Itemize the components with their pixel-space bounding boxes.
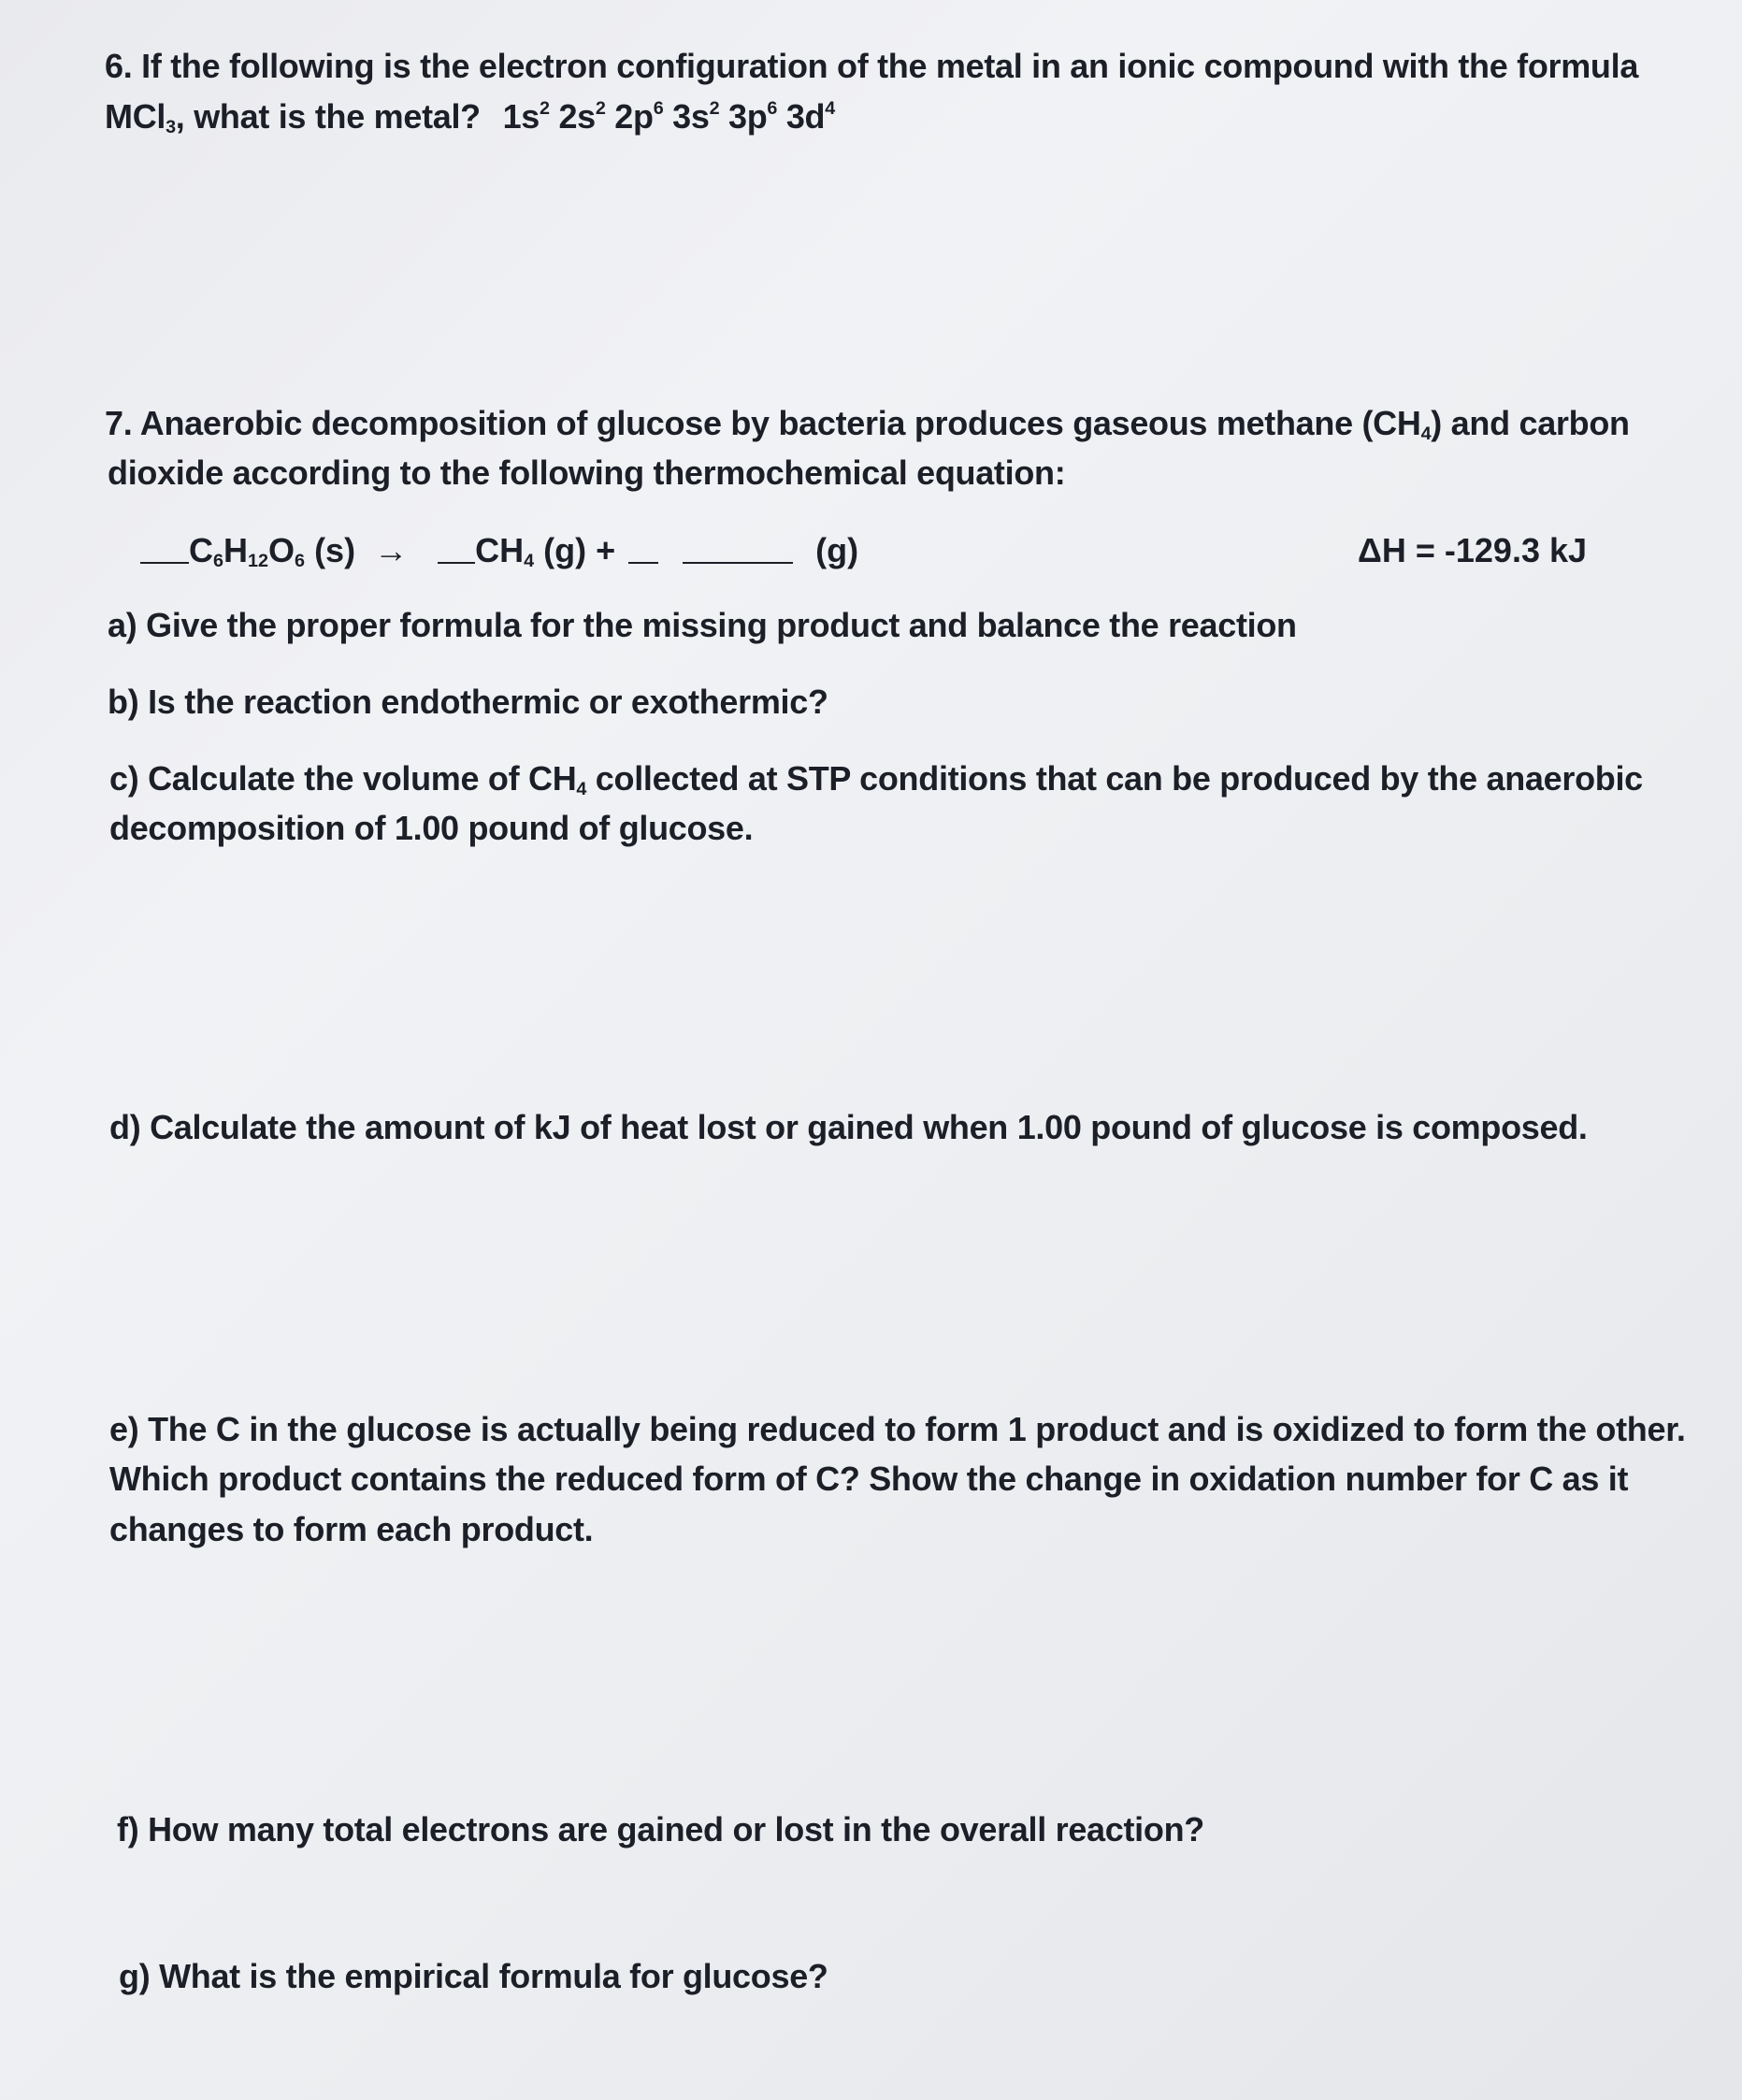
reaction-arrow-icon: → bbox=[374, 531, 409, 569]
enthalpy-value bbox=[1358, 531, 1587, 570]
q7-part-b-text: b) Is the reaction endothermic or exothermic? bbox=[108, 683, 828, 721]
q7-part-f-text: f) How many total electrons are gained or lost in the overall reaction? bbox=[117, 1810, 1204, 1848]
q7-part-d-text: d) Calculate the amount of kJ of heat lost or gained when 1.00 pound of glucose is composed. bbox=[109, 1108, 1588, 1146]
orbital-2s: 2s bbox=[558, 97, 596, 136]
methane-formula: CH bbox=[475, 531, 525, 569]
q6-line-1 bbox=[105, 47, 1638, 86]
q7-part-d bbox=[109, 1108, 1588, 1147]
orbital-3p: 3p bbox=[727, 97, 768, 136]
q7-part-a bbox=[108, 606, 1297, 645]
product-state: (g) bbox=[815, 531, 859, 569]
orbital-3d: 3d bbox=[785, 97, 826, 136]
q7-part-c-text-b: collected at STP conditions that can be produced by the anaerobic bbox=[586, 759, 1643, 798]
q7-part-c-text-c: decomposition of 1.00 pound of glucose. bbox=[109, 809, 754, 847]
q7-part-e-text-c: changes to form each product. bbox=[109, 1510, 594, 1548]
q6-question: , what is the metal? bbox=[175, 97, 481, 136]
q7-text-c: dioxide according to the following thermochemical equation: bbox=[108, 453, 1066, 492]
electron-configuration bbox=[503, 97, 835, 136]
enthalpy-text: ΔH = -129.3 kJ bbox=[1358, 531, 1588, 569]
q7-text-a: 7. Anaerobic decomposition of glucose by bacteria produces gaseous methane (CH bbox=[105, 404, 1421, 442]
orbital-3s: 3s bbox=[672, 97, 710, 136]
q7-part-c-line-1 bbox=[109, 759, 1643, 798]
orbital-1s: 1s bbox=[502, 97, 540, 136]
q7-part-e-line-1 bbox=[109, 1410, 1686, 1449]
q7-text-b: ) and carbon bbox=[1431, 404, 1630, 442]
q7-part-c-ch4-sub: 4 bbox=[576, 778, 587, 799]
q7-part-e-line-2 bbox=[109, 1460, 1628, 1499]
q7-ch4-subscript: 4 bbox=[1420, 423, 1432, 444]
orbital-2p-count: 6 bbox=[653, 98, 664, 120]
glucose-state: (s) bbox=[305, 531, 356, 569]
thermochemical-equation bbox=[140, 531, 858, 570]
glucose-hydrogen: H bbox=[223, 531, 249, 569]
formula-mcl: MCl bbox=[105, 97, 166, 136]
q6-text: 6. If the following is the electron configuration of the metal in an ionic compound with the formula bbox=[105, 47, 1639, 85]
glucose-oxygen: O bbox=[268, 531, 295, 569]
glucose-hydrogen-sub: 12 bbox=[248, 550, 269, 571]
q7-line-2 bbox=[108, 453, 1065, 493]
q6-line-2 bbox=[105, 97, 835, 137]
formula-mcl-subscript: 3 bbox=[166, 116, 176, 137]
glucose-carbon-sub: 6 bbox=[213, 550, 224, 571]
glucose-carbon: C bbox=[189, 531, 213, 569]
coefficient-blank-glucose bbox=[140, 532, 189, 564]
orbital-3d-count: 4 bbox=[825, 98, 835, 120]
q7-part-b bbox=[108, 683, 828, 722]
q7-part-a-text: a) Give the proper formula for the missing product and balance the reaction bbox=[108, 606, 1297, 644]
q7-part-f bbox=[117, 1810, 1204, 1849]
q7-part-g bbox=[119, 1957, 828, 1996]
q7-part-c-text-a: c) Calculate the volume of CH bbox=[109, 759, 577, 798]
glucose-oxygen-sub: 6 bbox=[295, 550, 306, 571]
orbital-1s-count: 2 bbox=[540, 98, 550, 120]
q7-part-e-text-a: e) The C in the glucose is actually being reduced to form 1 product and is oxidized to form the other. bbox=[109, 1410, 1686, 1448]
coefficient-blank-methane bbox=[438, 532, 475, 564]
q7-line-1 bbox=[105, 404, 1630, 443]
formula-blank-product bbox=[683, 532, 793, 564]
orbital-3p-count: 6 bbox=[767, 98, 778, 120]
orbital-2p: 2p bbox=[614, 97, 654, 136]
coefficient-blank-product bbox=[628, 532, 658, 564]
methane-sub: 4 bbox=[524, 550, 535, 571]
orbital-3s-count: 2 bbox=[709, 98, 720, 120]
q7-part-e-line-3 bbox=[109, 1510, 593, 1549]
q7-part-e-text-b: Which product contains the reduced form of C? Show the change in oxidation number for C as it bbox=[109, 1460, 1629, 1498]
q7-part-c-line-2 bbox=[109, 809, 753, 848]
q7-part-g-text: g) What is the empirical formula for glucose? bbox=[119, 1957, 828, 1995]
methane-state: (g) + bbox=[534, 531, 616, 569]
orbital-2s-count: 2 bbox=[595, 98, 606, 120]
